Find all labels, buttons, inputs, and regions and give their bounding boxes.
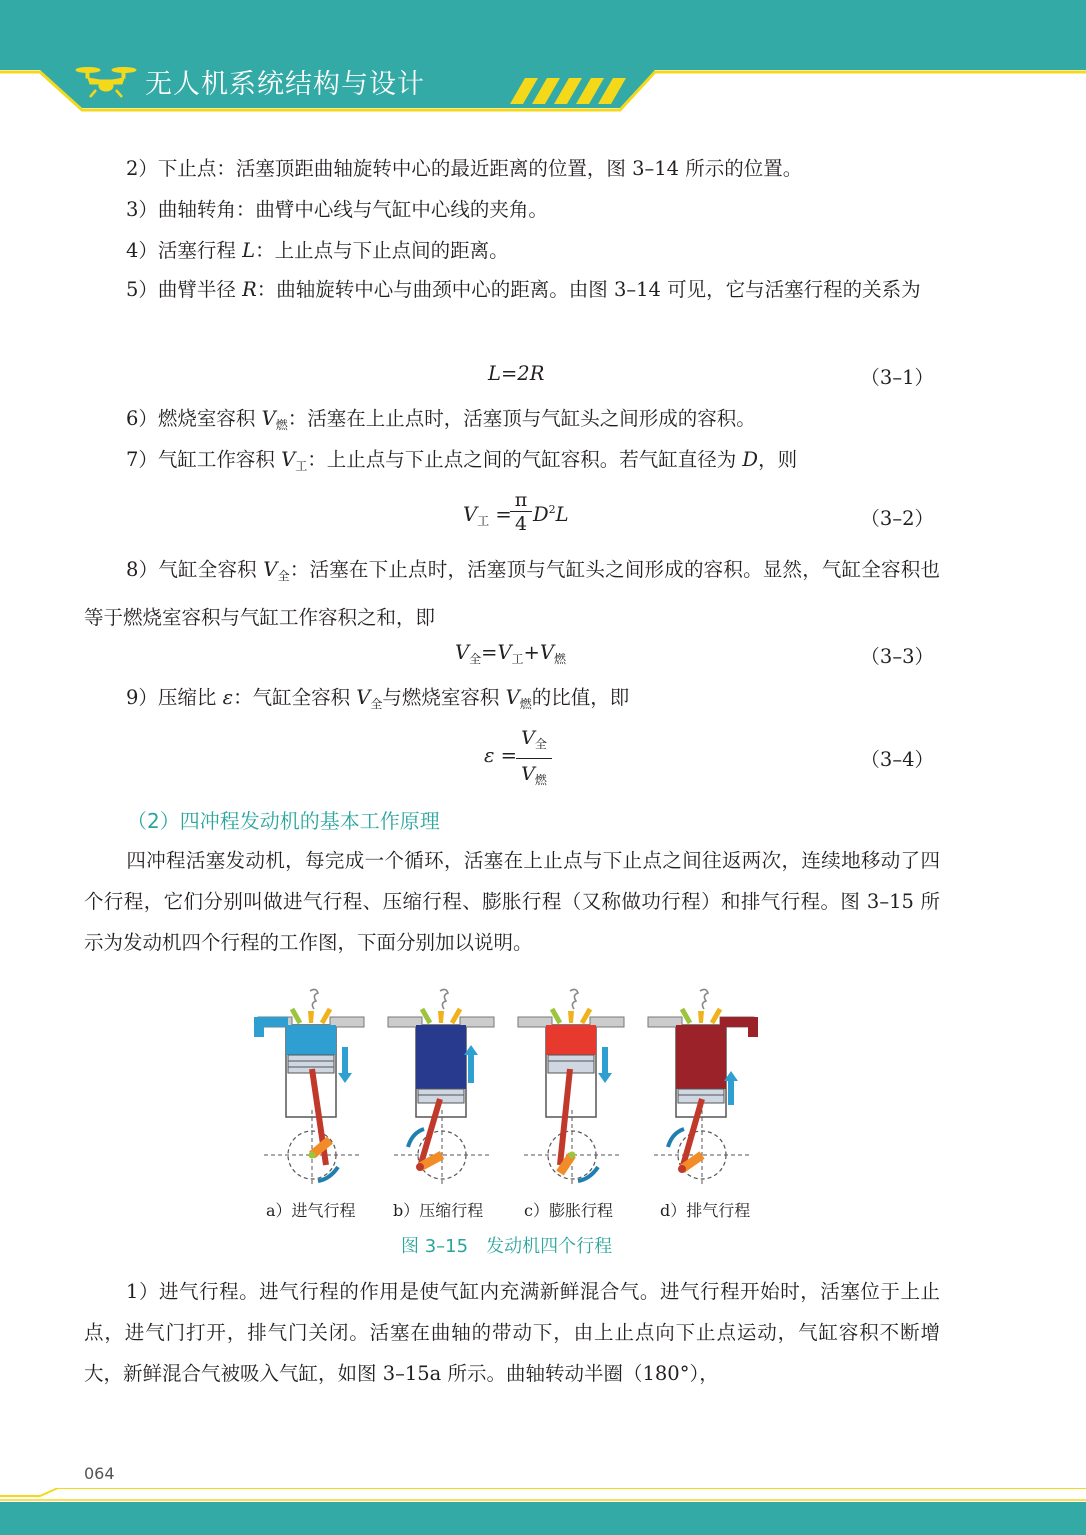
item-7: 7）气缸工作容积 $V_工$：上止点与下止点之间的气缸容积。若气缸直径为 D，则 [126, 448, 798, 473]
final-paragraph: 1）进气行程。进气行程的作用是使气缸内充满新鲜混合气。进气行程开始时，活塞位于上止点，进气门打开，排气门关闭。活塞在曲轴的带动下，由上止点向下止点运动，气缸容积不断增大，新鲜混合气被吸入气缸，如图 3–15a 所示。曲轴转动半圈（180°）， [84, 1280, 940, 1385]
equation-3-4-lhs: ε = [484, 744, 518, 767]
stroke-d-diagram [648, 989, 758, 1185]
figure-caption-a: a）进气行程 [266, 1201, 356, 1220]
figure-caption-c: c）膨胀行程 [524, 1201, 613, 1220]
section-intro: 四冲程活塞发动机，每完成一个循环，活塞在上止点与下止点之间往返两次，连续地移动了四个行程，它们分别叫做进气行程、压缩行程、膨胀行程（又称做功行程）和排气行程。图 3–15 所示为发动机四个行程的工作图，下面分别加以说明。 [84, 849, 940, 954]
equation-3-2-rhs: $D^2L$ [533, 503, 569, 526]
equation-number-3-4: （3–4） [860, 748, 934, 771]
stroke-b-diagram [388, 989, 494, 1185]
equation-3-3: $V_全=V_工+V_燃$ [455, 641, 566, 666]
section-heading: （2）四冲程发动机的基本工作原理 [127, 809, 440, 833]
item-2: 2）下止点：活塞顶距曲轴旋转中心的最近距离的位置，图 3–14 所示的位置。 [126, 157, 803, 180]
equation-3-4-fraction: $V_全$ $V_燃$ [516, 724, 552, 795]
item-8: 8）气缸全容积 $V_全$：活塞在下止点时，活塞顶与气缸头之间形成的容积。显然，气缸全容积也等于燃烧室容积与气缸工作容积之和，即 [84, 558, 940, 629]
equation-3-2-fraction: $\frac{\pi}{4}$ [510, 489, 532, 536]
equation-number-3-2: （3–2） [860, 507, 934, 530]
footer-band [0, 1488, 1086, 1535]
figure-title: 图 3–15 发动机四个行程 [401, 1236, 613, 1257]
stroke-c-diagram [518, 989, 624, 1185]
item-6: 6）燃烧室容积 $V_燃$：活塞在上止点时，活塞顶与气缸头之间形成的容积。 [126, 407, 756, 432]
book-title: 无人机系统结构与设计 [145, 69, 425, 100]
four-stroke-figure [250, 985, 770, 1190]
item-9: 9）压缩比 ε：气缸全容积 $V_全$与燃烧室容积 $V_燃$的比值，即 [126, 686, 630, 711]
equation-3-1: L=2R [488, 362, 545, 385]
item-5: 5）曲臂半径 R：曲轴旋转中心与曲颈中心的距离。由图 3–14 可见，它与活塞行程的关系为 [126, 278, 921, 301]
page-number: 064 [84, 1464, 115, 1483]
equation-3-2-lhs: $V_工$ = [463, 503, 512, 528]
equation-number-3-3: （3–3） [860, 645, 934, 668]
equation-number-3-1: （3–1） [860, 366, 934, 389]
figure-caption-b: b）压缩行程 [393, 1201, 484, 1220]
figure-caption-d: d）排气行程 [660, 1201, 751, 1220]
header-band [0, 0, 1086, 120]
item-4: 4）活塞行程 L：上止点与下止点间的距离。 [126, 239, 509, 262]
item-3: 3）曲轴转角：曲臂中心线与气缸中心线的夹角。 [126, 198, 548, 221]
stroke-a-diagram [254, 989, 364, 1185]
